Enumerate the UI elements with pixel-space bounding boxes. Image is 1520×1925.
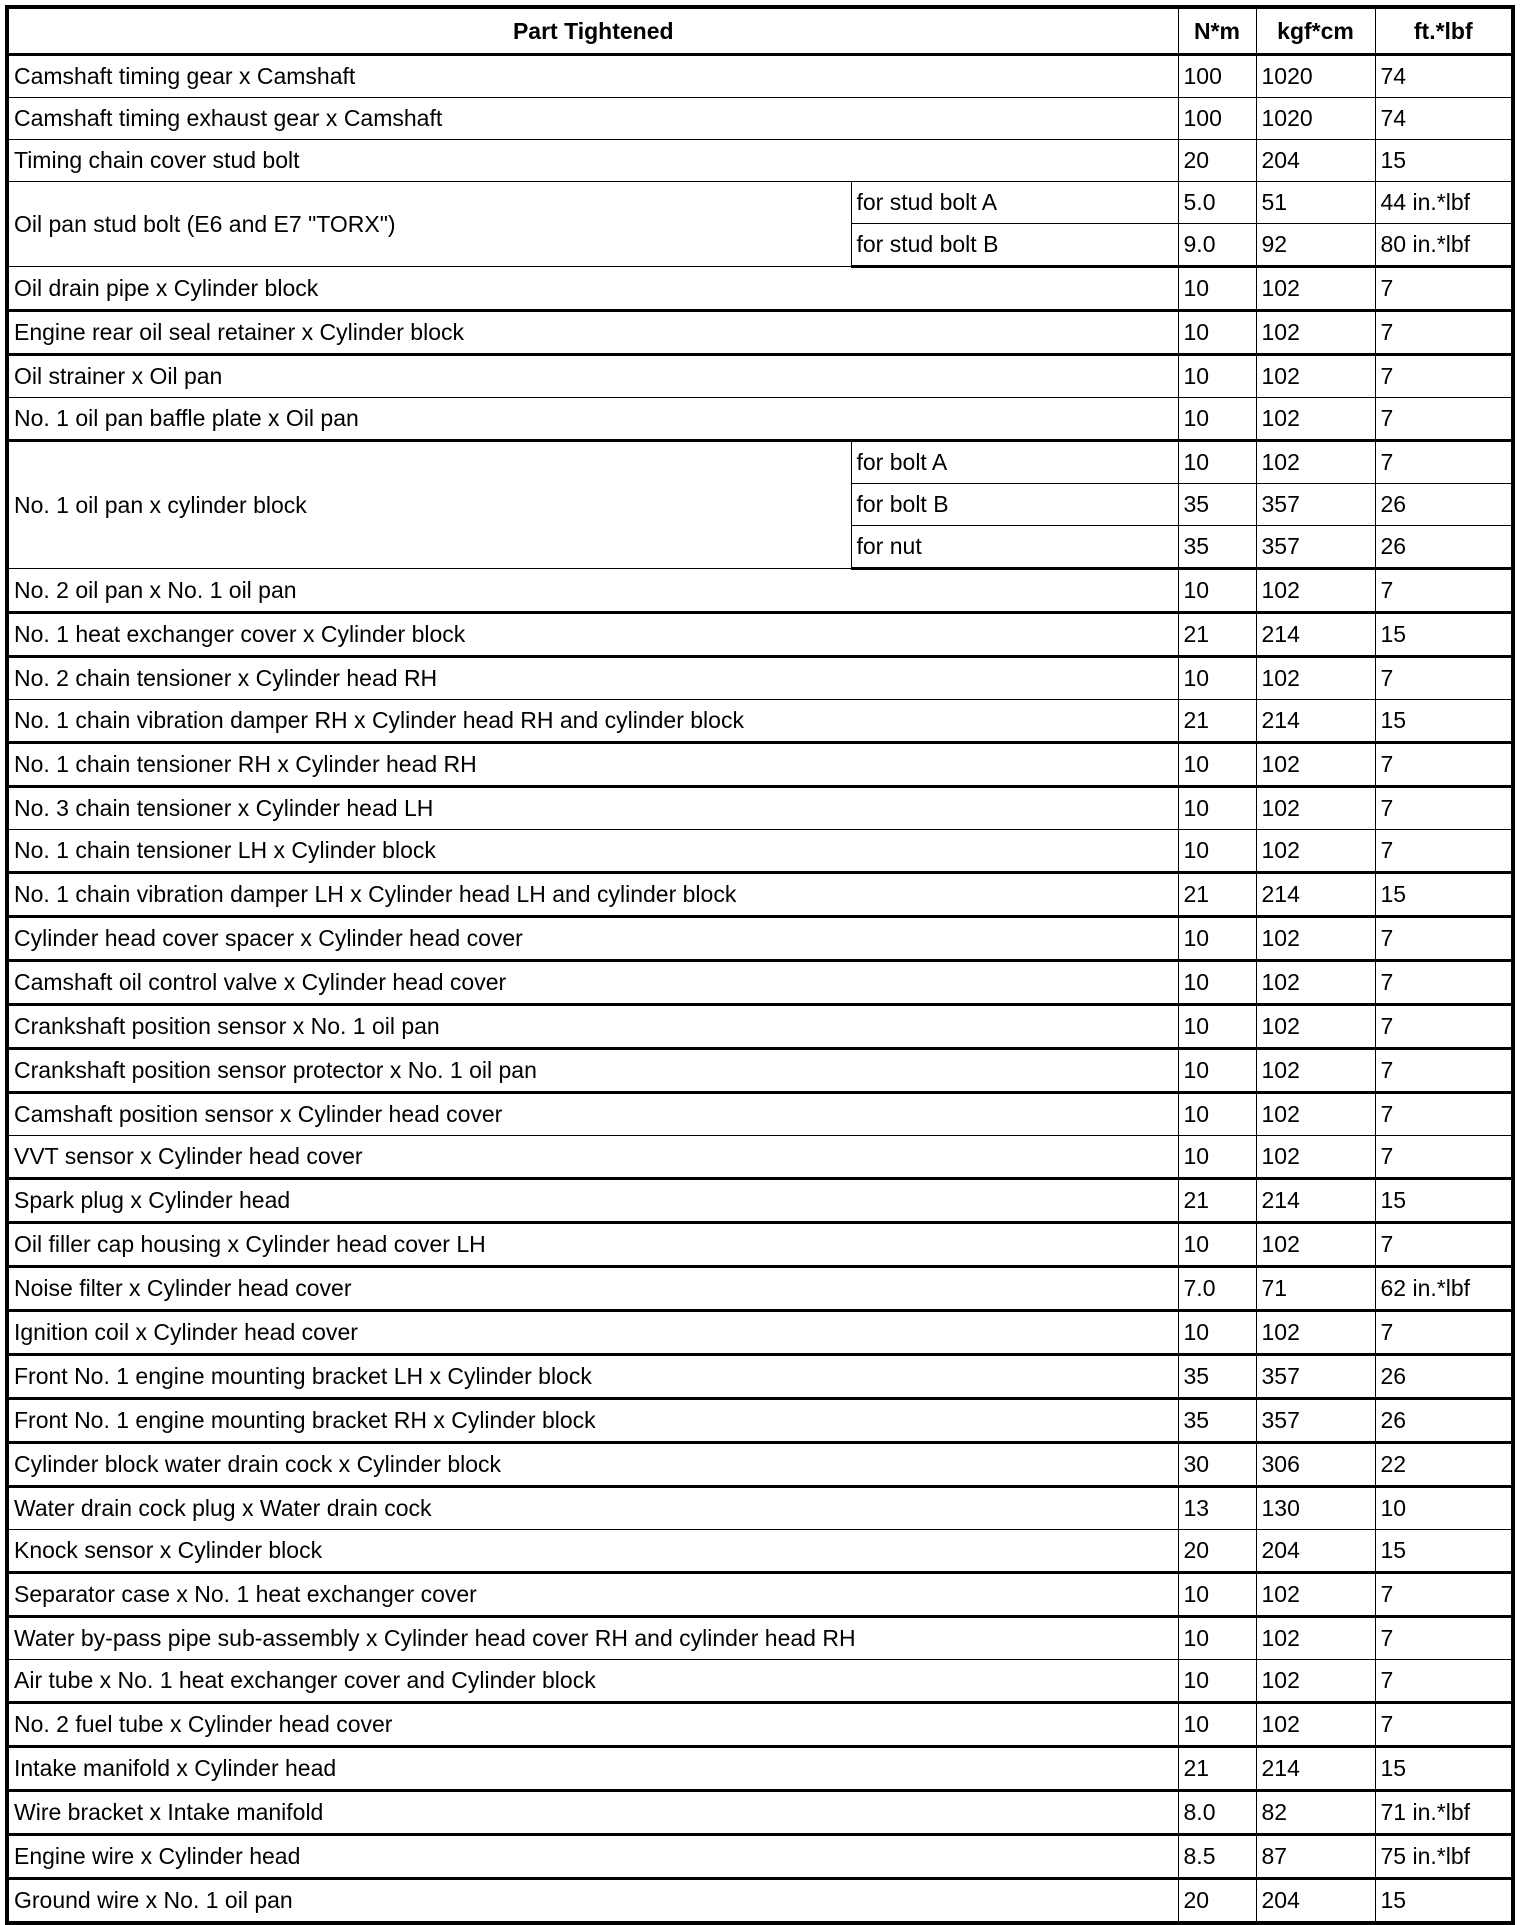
part-name: Spark plug x Cylinder head xyxy=(7,1179,1178,1223)
torque-kgf-cm: 102 xyxy=(1256,267,1375,311)
torque-kgf-cm: 102 xyxy=(1256,355,1375,398)
part-name: Oil strainer x Oil pan xyxy=(7,355,1178,398)
table-row xyxy=(7,1399,1513,1443)
part-name: VVT sensor x Cylinder head cover xyxy=(7,1136,1178,1179)
table-row xyxy=(7,1617,1513,1660)
torque-nm: 7.0 xyxy=(1178,1267,1256,1311)
header-part-tightened: Part Tightened xyxy=(7,7,1178,55)
torque-ft-lbf: 7 xyxy=(1375,267,1513,311)
table-row xyxy=(7,1879,1513,1924)
torque-ft-lbf: 71 in.*lbf xyxy=(1375,1791,1513,1835)
part-name: Separator case x No. 1 heat exchanger cover xyxy=(7,1573,1178,1617)
table-row xyxy=(7,700,1513,743)
table-row xyxy=(7,1747,1513,1791)
torque-nm: 20 xyxy=(1178,1879,1256,1924)
part-name: Oil pan stud bolt (E6 and E7 "TORX") xyxy=(7,182,851,267)
header-kgf-cm: kgf*cm xyxy=(1256,7,1375,55)
torque-ft-lbf: 26 xyxy=(1375,1355,1513,1399)
table-row xyxy=(7,569,1513,613)
torque-ft-lbf: 7 xyxy=(1375,441,1513,484)
table-row xyxy=(7,1703,1513,1747)
part-name: Crankshaft position sensor x No. 1 oil pan xyxy=(7,1005,1178,1049)
torque-kgf-cm: 92 xyxy=(1256,224,1375,267)
torque-kgf-cm: 102 xyxy=(1256,1049,1375,1093)
header-nm: N*m xyxy=(1178,7,1256,55)
torque-kgf-cm: 1020 xyxy=(1256,98,1375,140)
table-row xyxy=(7,830,1513,873)
torque-nm: 10 xyxy=(1178,267,1256,311)
torque-ft-lbf: 7 xyxy=(1375,1660,1513,1703)
part-name: Camshaft oil control valve x Cylinder head cover xyxy=(7,961,1178,1005)
part-name: Camshaft position sensor x Cylinder head cover xyxy=(7,1093,1178,1136)
torque-kgf-cm: 102 xyxy=(1256,917,1375,961)
torque-kgf-cm: 357 xyxy=(1256,1355,1375,1399)
torque-nm: 10 xyxy=(1178,1703,1256,1747)
part-name: Ground wire x No. 1 oil pan xyxy=(7,1879,1178,1924)
torque-kgf-cm: 130 xyxy=(1256,1487,1375,1530)
torque-ft-lbf: 15 xyxy=(1375,1747,1513,1791)
part-name: Camshaft timing gear x Camshaft xyxy=(7,55,1178,98)
part-name: No. 1 oil pan baffle plate x Oil pan xyxy=(7,398,1178,441)
torque-nm: 10 xyxy=(1178,398,1256,441)
table-row xyxy=(7,613,1513,657)
part-name: Ignition coil x Cylinder head cover xyxy=(7,1311,1178,1355)
torque-kgf-cm: 102 xyxy=(1256,1573,1375,1617)
part-name: No. 1 chain vibration damper RH x Cylinder head RH and cylinder block xyxy=(7,700,1178,743)
table-row xyxy=(7,55,1513,98)
part-name: No. 1 chain vibration damper LH x Cylinder head LH and cylinder block xyxy=(7,873,1178,917)
torque-nm: 10 xyxy=(1178,743,1256,787)
torque-kgf-cm: 214 xyxy=(1256,873,1375,917)
table-row xyxy=(7,1530,1513,1573)
part-name: Cylinder block water drain cock x Cylinder block xyxy=(7,1443,1178,1487)
table-row xyxy=(7,1136,1513,1179)
torque-nm: 10 xyxy=(1178,1573,1256,1617)
torque-kgf-cm: 102 xyxy=(1256,1093,1375,1136)
torque-nm: 10 xyxy=(1178,830,1256,873)
table-row xyxy=(7,355,1513,398)
torque-kgf-cm: 102 xyxy=(1256,961,1375,1005)
torque-ft-lbf: 10 xyxy=(1375,1487,1513,1530)
table-row xyxy=(7,743,1513,787)
torque-nm: 10 xyxy=(1178,311,1256,355)
torque-ft-lbf: 15 xyxy=(1375,1179,1513,1223)
torque-nm: 10 xyxy=(1178,1617,1256,1660)
table-row xyxy=(7,917,1513,961)
torque-ft-lbf: 7 xyxy=(1375,311,1513,355)
torque-kgf-cm: 214 xyxy=(1256,1747,1375,1791)
torque-ft-lbf: 7 xyxy=(1375,1223,1513,1267)
part-name: Oil drain pipe x Cylinder block xyxy=(7,267,1178,311)
table-row xyxy=(7,657,1513,700)
torque-ft-lbf: 7 xyxy=(1375,569,1513,613)
part-name: Air tube x No. 1 heat exchanger cover and Cylinder block xyxy=(7,1660,1178,1703)
torque-nm: 10 xyxy=(1178,1136,1256,1179)
torque-nm: 100 xyxy=(1178,55,1256,98)
part-name: Intake manifold x Cylinder head xyxy=(7,1747,1178,1791)
table-body xyxy=(7,55,1513,1924)
part-name: Water by-pass pipe sub-assembly x Cylinder head cover RH and cylinder head RH xyxy=(7,1617,1178,1660)
part-name: No. 2 oil pan x No. 1 oil pan xyxy=(7,569,1178,613)
torque-nm: 10 xyxy=(1178,1311,1256,1355)
torque-ft-lbf: 7 xyxy=(1375,1093,1513,1136)
torque-ft-lbf: 15 xyxy=(1375,140,1513,182)
table-row xyxy=(7,1093,1513,1136)
torque-kgf-cm: 102 xyxy=(1256,398,1375,441)
table-row xyxy=(7,98,1513,140)
torque-ft-lbf: 7 xyxy=(1375,1703,1513,1747)
part-name: Knock sensor x Cylinder block xyxy=(7,1530,1178,1573)
torque-kgf-cm: 102 xyxy=(1256,1311,1375,1355)
header-row xyxy=(7,7,1513,55)
part-name: Cylinder head cover spacer x Cylinder head cover xyxy=(7,917,1178,961)
part-name: Engine wire x Cylinder head xyxy=(7,1835,1178,1879)
table-row xyxy=(7,1049,1513,1093)
torque-nm: 10 xyxy=(1178,917,1256,961)
torque-kgf-cm: 102 xyxy=(1256,569,1375,613)
torque-kgf-cm: 102 xyxy=(1256,830,1375,873)
torque-kgf-cm: 214 xyxy=(1256,613,1375,657)
torque-nm: 5.0 xyxy=(1178,182,1256,224)
torque-nm: 10 xyxy=(1178,569,1256,613)
part-name: No. 2 fuel tube x Cylinder head cover xyxy=(7,1703,1178,1747)
torque-nm: 10 xyxy=(1178,961,1256,1005)
torque-kgf-cm: 357 xyxy=(1256,1399,1375,1443)
table-row xyxy=(7,398,1513,441)
torque-nm: 10 xyxy=(1178,1049,1256,1093)
torque-nm: 13 xyxy=(1178,1487,1256,1530)
part-name: Wire bracket x Intake manifold xyxy=(7,1791,1178,1835)
torque-kgf-cm: 102 xyxy=(1256,1660,1375,1703)
table-row xyxy=(7,311,1513,355)
part-name: Noise filter x Cylinder head cover xyxy=(7,1267,1178,1311)
torque-kgf-cm: 102 xyxy=(1256,441,1375,484)
torque-ft-lbf: 7 xyxy=(1375,398,1513,441)
torque-ft-lbf: 7 xyxy=(1375,1005,1513,1049)
torque-nm: 10 xyxy=(1178,355,1256,398)
part-name: Front No. 1 engine mounting bracket LH x Cylinder block xyxy=(7,1355,1178,1399)
table-row xyxy=(7,1487,1513,1530)
torque-ft-lbf: 75 in.*lbf xyxy=(1375,1835,1513,1879)
torque-kgf-cm: 102 xyxy=(1256,311,1375,355)
sub-part-label: for nut xyxy=(851,526,1178,569)
table-row xyxy=(7,1835,1513,1879)
table-row xyxy=(7,1660,1513,1703)
table-row xyxy=(7,441,1513,484)
torque-nm: 9.0 xyxy=(1178,224,1256,267)
table-row xyxy=(7,1443,1513,1487)
torque-ft-lbf: 80 in.*lbf xyxy=(1375,224,1513,267)
torque-ft-lbf: 74 xyxy=(1375,55,1513,98)
torque-nm: 35 xyxy=(1178,1399,1256,1443)
torque-kgf-cm: 102 xyxy=(1256,1136,1375,1179)
table-row xyxy=(7,1267,1513,1311)
torque-nm: 35 xyxy=(1178,484,1256,526)
part-name: Engine rear oil seal retainer x Cylinder block xyxy=(7,311,1178,355)
torque-kgf-cm: 102 xyxy=(1256,657,1375,700)
torque-ft-lbf: 7 xyxy=(1375,1049,1513,1093)
torque-ft-lbf: 7 xyxy=(1375,743,1513,787)
torque-kgf-cm: 51 xyxy=(1256,182,1375,224)
part-name: No. 1 chain tensioner RH x Cylinder head RH xyxy=(7,743,1178,787)
torque-nm: 20 xyxy=(1178,1530,1256,1573)
torque-nm: 10 xyxy=(1178,657,1256,700)
torque-nm: 10 xyxy=(1178,441,1256,484)
torque-nm: 10 xyxy=(1178,1660,1256,1703)
torque-nm: 21 xyxy=(1178,1747,1256,1791)
sub-part-label: for stud bolt A xyxy=(851,182,1178,224)
torque-ft-lbf: 26 xyxy=(1375,526,1513,569)
part-name: Timing chain cover stud bolt xyxy=(7,140,1178,182)
torque-kgf-cm: 214 xyxy=(1256,1179,1375,1223)
torque-ft-lbf: 7 xyxy=(1375,787,1513,830)
torque-kgf-cm: 102 xyxy=(1256,787,1375,830)
table-row xyxy=(7,1791,1513,1835)
part-name: Water drain cock plug x Water drain cock xyxy=(7,1487,1178,1530)
torque-ft-lbf: 15 xyxy=(1375,1530,1513,1573)
torque-ft-lbf: 7 xyxy=(1375,917,1513,961)
part-name: No. 3 chain tensioner x Cylinder head LH xyxy=(7,787,1178,830)
torque-ft-lbf: 22 xyxy=(1375,1443,1513,1487)
torque-kgf-cm: 87 xyxy=(1256,1835,1375,1879)
header-ft-lbf: ft.*lbf xyxy=(1375,7,1513,55)
torque-ft-lbf: 74 xyxy=(1375,98,1513,140)
torque-nm: 21 xyxy=(1178,700,1256,743)
torque-kgf-cm: 357 xyxy=(1256,526,1375,569)
torque-nm: 8.5 xyxy=(1178,1835,1256,1879)
torque-ft-lbf: 7 xyxy=(1375,830,1513,873)
torque-kgf-cm: 214 xyxy=(1256,700,1375,743)
torque-kgf-cm: 1020 xyxy=(1256,55,1375,98)
torque-kgf-cm: 82 xyxy=(1256,1791,1375,1835)
table-row xyxy=(7,1355,1513,1399)
torque-ft-lbf: 26 xyxy=(1375,1399,1513,1443)
torque-kgf-cm: 102 xyxy=(1256,743,1375,787)
table-row xyxy=(7,1179,1513,1223)
torque-ft-lbf: 7 xyxy=(1375,1136,1513,1179)
torque-ft-lbf: 7 xyxy=(1375,1311,1513,1355)
torque-kgf-cm: 357 xyxy=(1256,484,1375,526)
table-row xyxy=(7,182,1513,224)
torque-kgf-cm: 204 xyxy=(1256,1530,1375,1573)
torque-nm: 35 xyxy=(1178,526,1256,569)
torque-nm: 21 xyxy=(1178,873,1256,917)
torque-nm: 30 xyxy=(1178,1443,1256,1487)
part-name: No. 1 heat exchanger cover x Cylinder block xyxy=(7,613,1178,657)
torque-ft-lbf: 15 xyxy=(1375,700,1513,743)
table-row xyxy=(7,1573,1513,1617)
table-row xyxy=(7,787,1513,830)
torque-ft-lbf: 7 xyxy=(1375,961,1513,1005)
torque-kgf-cm: 102 xyxy=(1256,1617,1375,1660)
torque-ft-lbf: 62 in.*lbf xyxy=(1375,1267,1513,1311)
torque-nm: 21 xyxy=(1178,1179,1256,1223)
torque-ft-lbf: 7 xyxy=(1375,657,1513,700)
part-name: No. 1 chain tensioner LH x Cylinder block xyxy=(7,830,1178,873)
torque-nm: 8.0 xyxy=(1178,1791,1256,1835)
torque-ft-lbf: 7 xyxy=(1375,1573,1513,1617)
torque-kgf-cm: 71 xyxy=(1256,1267,1375,1311)
torque-nm: 21 xyxy=(1178,613,1256,657)
torque-ft-lbf: 7 xyxy=(1375,1617,1513,1660)
torque-ft-lbf: 15 xyxy=(1375,873,1513,917)
torque-nm: 100 xyxy=(1178,98,1256,140)
torque-kgf-cm: 102 xyxy=(1256,1703,1375,1747)
torque-kgf-cm: 102 xyxy=(1256,1223,1375,1267)
torque-nm: 10 xyxy=(1178,1093,1256,1136)
table-row xyxy=(7,961,1513,1005)
torque-nm: 10 xyxy=(1178,1005,1256,1049)
torque-ft-lbf: 44 in.*lbf xyxy=(1375,182,1513,224)
table-row xyxy=(7,140,1513,182)
torque-ft-lbf: 26 xyxy=(1375,484,1513,526)
part-name: No. 2 chain tensioner x Cylinder head RH xyxy=(7,657,1178,700)
sub-part-label: for bolt B xyxy=(851,484,1178,526)
torque-kgf-cm: 204 xyxy=(1256,140,1375,182)
table-row xyxy=(7,1311,1513,1355)
torque-nm: 10 xyxy=(1178,1223,1256,1267)
sub-part-label: for bolt A xyxy=(851,441,1178,484)
torque-ft-lbf: 15 xyxy=(1375,1879,1513,1924)
torque-nm: 10 xyxy=(1178,787,1256,830)
part-name: Camshaft timing exhaust gear x Camshaft xyxy=(7,98,1178,140)
torque-nm: 20 xyxy=(1178,140,1256,182)
table-row xyxy=(7,1005,1513,1049)
torque-ft-lbf: 7 xyxy=(1375,355,1513,398)
torque-nm: 35 xyxy=(1178,1355,1256,1399)
table-row xyxy=(7,873,1513,917)
part-name: Front No. 1 engine mounting bracket RH x Cylinder block xyxy=(7,1399,1178,1443)
sub-part-label: for stud bolt B xyxy=(851,224,1178,267)
torque-spec-table xyxy=(5,5,1515,1925)
torque-kgf-cm: 204 xyxy=(1256,1879,1375,1924)
table-row xyxy=(7,267,1513,311)
torque-kgf-cm: 102 xyxy=(1256,1005,1375,1049)
part-name: No. 1 oil pan x cylinder block xyxy=(7,441,851,569)
part-name: Crankshaft position sensor protector x No. 1 oil pan xyxy=(7,1049,1178,1093)
torque-kgf-cm: 306 xyxy=(1256,1443,1375,1487)
table-row xyxy=(7,1223,1513,1267)
part-name: Oil filler cap housing x Cylinder head cover LH xyxy=(7,1223,1178,1267)
torque-ft-lbf: 15 xyxy=(1375,613,1513,657)
